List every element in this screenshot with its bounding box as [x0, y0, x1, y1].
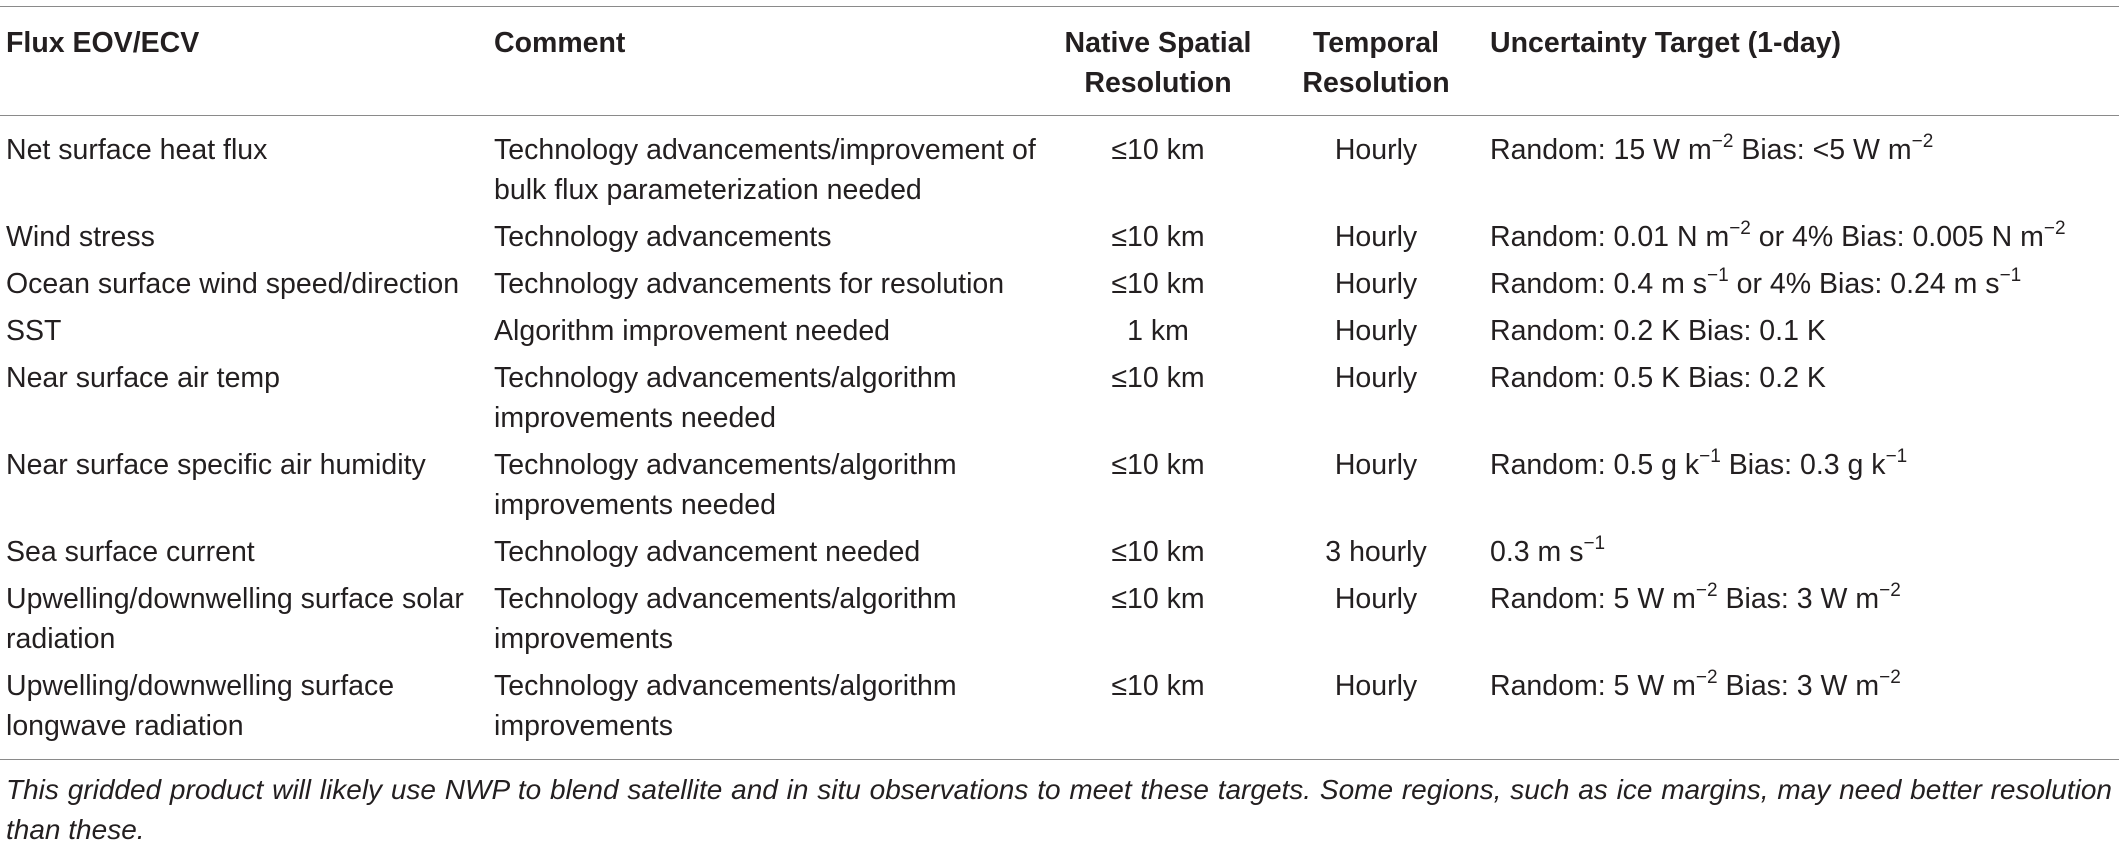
cell-uncertainty	[1490, 358, 2119, 445]
cell-temporal: Hourly	[1334, 134, 1418, 166]
cell-comment-line: Technology advancements/algorithm	[494, 670, 957, 702]
table-footnote: This gridded product will likely use NWP to blend satellite and in situ observations to meet these targets. Some regions, such as ice margins, may need better resolution than these.	[6, 774, 2112, 845]
cell-comment-line: bulk flux parameterization needed	[494, 174, 922, 206]
cell-comment-line: Technology advancements	[494, 221, 832, 253]
cell-flux-line: Upwelling/downwelling surface	[6, 670, 395, 702]
uncertainty-exponent: −2	[1695, 579, 1718, 601]
cell-comment-line: Algorithm improvement needed	[494, 315, 891, 347]
cell-uncertainty	[1490, 532, 2119, 579]
cell-flux-line: Near surface air temp	[6, 362, 281, 394]
cell-spatial: 1 km	[1127, 315, 1189, 347]
table-row	[0, 579, 2119, 666]
cell-flux	[0, 116, 494, 218]
cell-temporal: Hourly	[1334, 268, 1418, 300]
cell-comment	[494, 264, 1054, 311]
flux-requirements-table	[0, 6, 2119, 760]
header-row	[0, 7, 2119, 116]
cell-comment-line: Technology advancements for resolution	[494, 268, 1005, 300]
cell-temporal: Hourly	[1334, 362, 1418, 394]
cell-spatial: ≤10 km	[1111, 268, 1205, 300]
cell-spatial: ≤10 km	[1111, 221, 1205, 253]
cell-flux	[0, 666, 494, 760]
uncertainty-text: Bias: 0.3 g k	[1720, 449, 1886, 481]
table-body	[0, 116, 2119, 760]
table-row	[0, 445, 2119, 532]
cell-uncertainty	[1490, 445, 2119, 532]
header-comment: Comment	[494, 27, 626, 59]
cell-flux-line: Sea surface current	[6, 536, 255, 568]
uncertainty-exponent: −1	[1999, 264, 2022, 286]
cell-comment-line: Technology advancement needed	[494, 536, 921, 568]
uncertainty-text: Random: 5 W m	[1490, 670, 1696, 702]
uncertainty-text: Random: 0.2 K Bias: 0.1 K	[1490, 315, 1826, 347]
cell-comment-line: improvements needed	[494, 402, 776, 434]
cell-comment	[494, 532, 1054, 579]
header-temporal-line2: Resolution	[1302, 67, 1450, 99]
header-temporal-resolution	[1262, 7, 1490, 116]
uncertainty-text: Random: 0.4 m s	[1490, 268, 1708, 300]
cell-uncertainty	[1490, 579, 2119, 666]
uncertainty-exponent: −1	[1885, 445, 1908, 467]
uncertainty-exponent: −2	[1729, 217, 1751, 239]
cell-flux	[0, 445, 494, 532]
uncertainty-exponent: −2	[2043, 217, 2066, 239]
cell-temporal: Hourly	[1334, 449, 1418, 481]
header-temporal-line1: Temporal	[1312, 27, 1440, 59]
cell-comment-line: Technology advancements/algorithm	[494, 362, 957, 394]
cell-flux-line: Upwelling/downwelling surface solar	[6, 583, 464, 615]
uncertainty-exponent: −2	[1879, 579, 1901, 601]
cell-comment	[494, 116, 1054, 218]
cell-flux-line: Wind stress	[6, 221, 155, 253]
uncertainty-text: Bias: 3 W m	[1717, 583, 1880, 615]
uncertainty-text: or 4% Bias: 0.005 N m	[1750, 221, 2044, 253]
cell-spatial: ≤10 km	[1111, 536, 1205, 568]
table-row	[0, 116, 2119, 218]
table-header	[0, 7, 2119, 116]
uncertainty-text: Bias: <5 W m	[1733, 134, 1912, 166]
cell-uncertainty	[1490, 311, 2119, 358]
uncertainty-text: Random: 0.5 g k	[1490, 449, 1700, 481]
cell-uncertainty	[1490, 264, 2119, 311]
cell-flux-line: Ocean surface wind speed/direction	[6, 268, 460, 300]
cell-temporal: 3 hourly	[1325, 536, 1427, 568]
uncertainty-text: Bias: 3 W m	[1717, 670, 1880, 702]
cell-comment	[494, 445, 1054, 532]
cell-flux	[0, 579, 494, 666]
cell-temporal: Hourly	[1334, 315, 1418, 347]
header-flux: Flux EOV/ECV	[6, 27, 200, 59]
cell-comment	[494, 358, 1054, 445]
uncertainty-exponent: −1	[1707, 264, 1729, 286]
header-spatial-line1: Native Spatial	[1064, 27, 1252, 59]
uncertainty-exponent: −1	[1699, 445, 1721, 467]
cell-temporal: Hourly	[1334, 583, 1418, 615]
uncertainty-exponent: −2	[1879, 666, 1901, 688]
uncertainty-text: 0.3 m s	[1490, 536, 1584, 568]
cell-spatial: ≤10 km	[1111, 583, 1205, 615]
cell-spatial: ≤10 km	[1111, 362, 1205, 394]
uncertainty-text: or 4% Bias: 0.24 m s	[1728, 268, 2000, 300]
cell-uncertainty	[1490, 666, 2119, 760]
cell-uncertainty	[1490, 217, 2119, 264]
uncertainty-text: Random: 0.5 K Bias: 0.2 K	[1490, 362, 1826, 394]
cell-flux	[0, 532, 494, 579]
table-row	[0, 311, 2119, 358]
header-spatial-line2: Resolution	[1084, 67, 1232, 99]
uncertainty-exponent: −2	[1911, 130, 1934, 152]
cell-comment-line: Technology advancements/improvement of	[494, 134, 1036, 166]
cell-flux	[0, 311, 494, 358]
cell-comment	[494, 311, 1054, 358]
cell-temporal: Hourly	[1334, 221, 1418, 253]
cell-flux-line: SST	[6, 315, 62, 347]
cell-flux	[0, 264, 494, 311]
header-uncertainty: Uncertainty Target (1-day)	[1490, 27, 1842, 59]
cell-comment-line: Technology advancements/algorithm	[494, 449, 957, 481]
cell-flux-line: Near surface specific air humidity	[6, 449, 426, 481]
cell-flux-line: Net surface heat flux	[6, 134, 268, 166]
uncertainty-exponent: −1	[1583, 532, 1606, 554]
cell-flux-line: longwave radiation	[6, 710, 244, 742]
uncertainty-exponent: −2	[1711, 130, 1734, 152]
uncertainty-text: Random: 5 W m	[1490, 583, 1696, 615]
table-row	[0, 532, 2119, 579]
table-row	[0, 264, 2119, 311]
cell-flux-line: radiation	[6, 623, 116, 655]
cell-comment-line: improvements	[494, 710, 673, 742]
cell-comment	[494, 217, 1054, 264]
cell-spatial: ≤10 km	[1111, 134, 1205, 166]
cell-temporal: Hourly	[1334, 670, 1418, 702]
cell-spatial: ≤10 km	[1111, 670, 1205, 702]
header-spatial-resolution	[1054, 7, 1262, 116]
table-row	[0, 666, 2119, 760]
cell-uncertainty	[1490, 116, 2119, 218]
uncertainty-text: Random: 15 W m	[1490, 134, 1712, 166]
cell-flux	[0, 217, 494, 264]
cell-comment-line: Technology advancements/algorithm	[494, 583, 957, 615]
cell-flux	[0, 358, 494, 445]
uncertainty-exponent: −2	[1695, 666, 1718, 688]
cell-comment-line: improvements needed	[494, 489, 776, 521]
cell-comment	[494, 579, 1054, 666]
cell-spatial: ≤10 km	[1111, 449, 1205, 481]
table-row	[0, 217, 2119, 264]
cell-comment	[494, 666, 1054, 760]
uncertainty-text: Random: 0.01 N m	[1490, 221, 1730, 253]
cell-comment-line: improvements	[494, 623, 673, 655]
table-row	[0, 358, 2119, 445]
